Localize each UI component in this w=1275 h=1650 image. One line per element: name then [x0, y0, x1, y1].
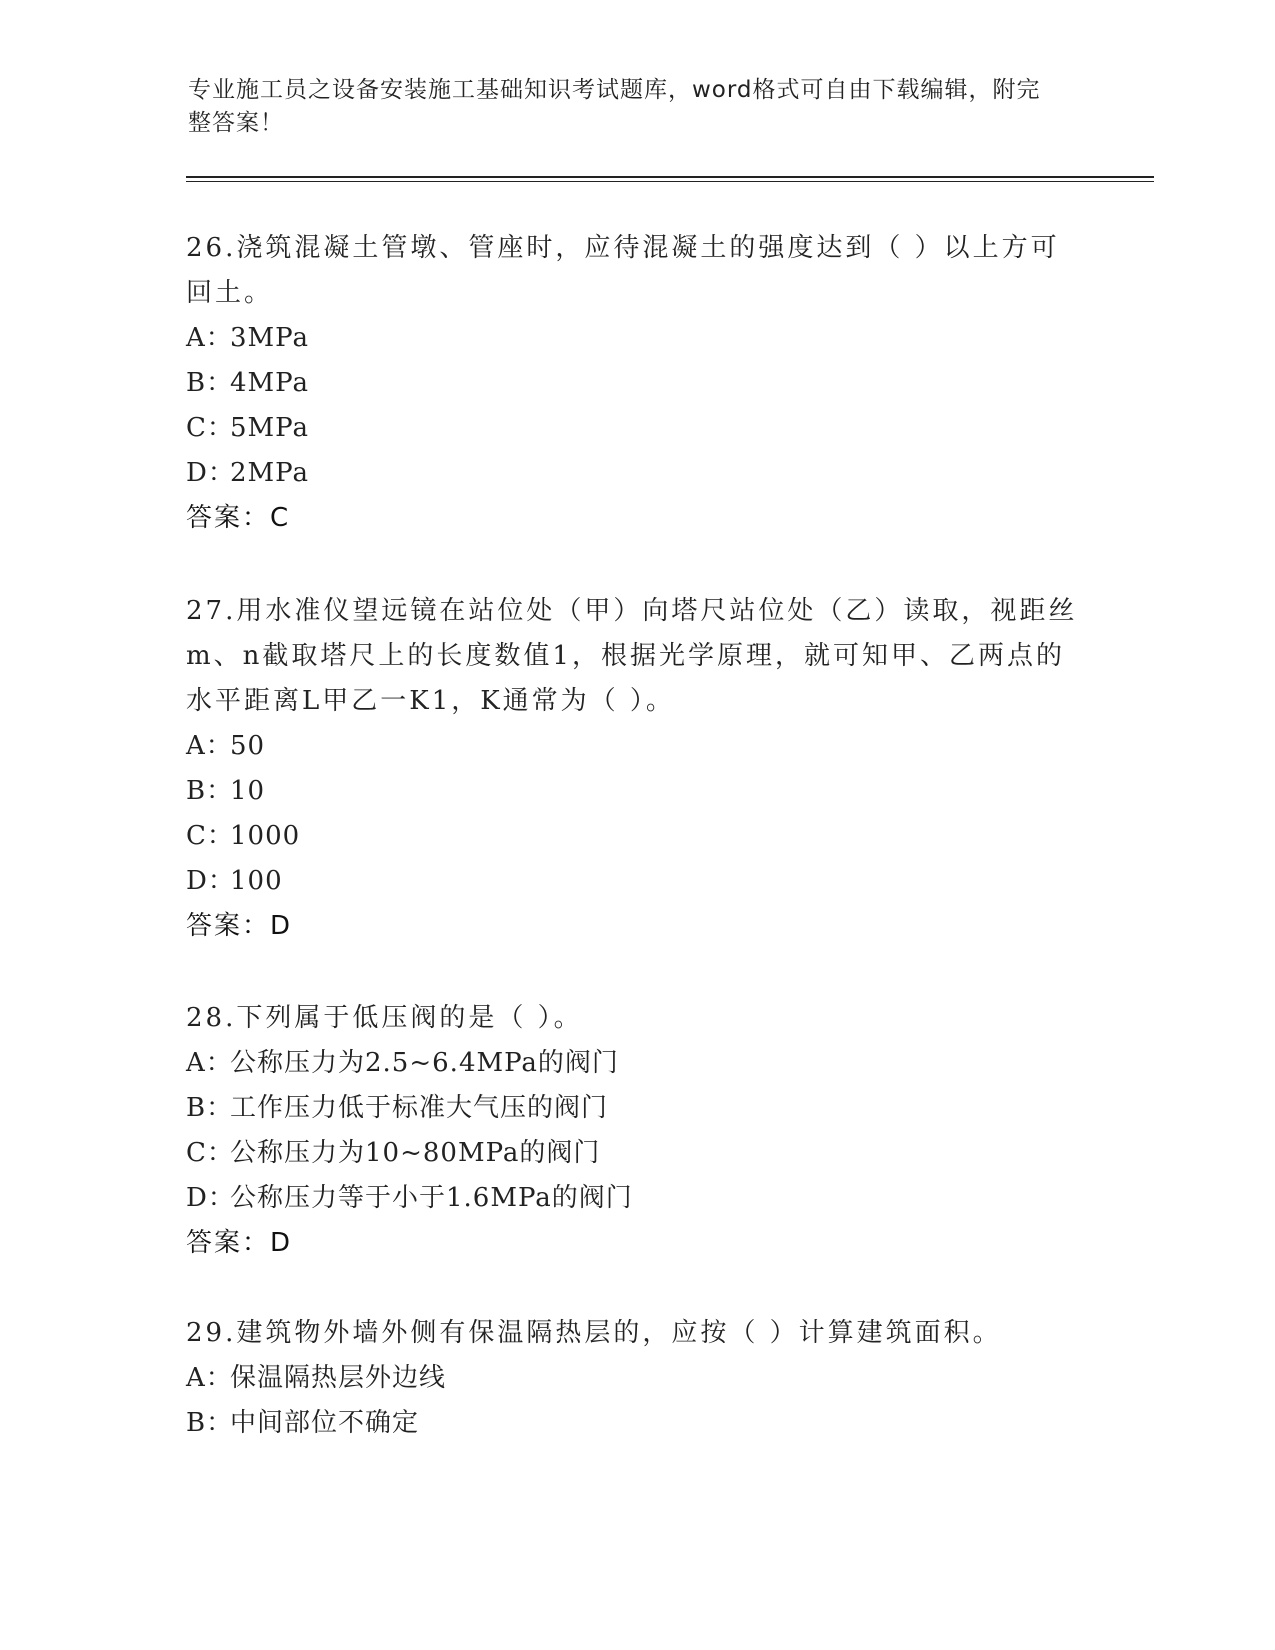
option-text: 100 [230, 866, 283, 896]
option-letter: A： [186, 1048, 233, 1078]
option-c [186, 1131, 1086, 1176]
option-text: 公称压力为10~80MPa的阀门 [230, 1138, 601, 1168]
answer-line: 答案：C [186, 503, 291, 533]
option-letter: A： [186, 1363, 233, 1393]
option-letter: C： [186, 413, 234, 443]
option-a [186, 724, 1086, 769]
option-b [186, 361, 1086, 406]
option-text: 工作压力低于标准大气压的阀门 [230, 1093, 609, 1123]
option-a [186, 316, 1086, 361]
option-text: 2MPa [230, 458, 309, 488]
option-b [186, 769, 1086, 814]
header-line: 整答案！ [188, 110, 284, 136]
option-letter: A： [186, 323, 233, 353]
question-27 [186, 589, 1086, 949]
option-text: 10 [230, 776, 266, 806]
option-letter: D： [186, 1183, 235, 1213]
answer-line: 答案：D [186, 911, 293, 941]
option-letter: B： [186, 1408, 234, 1438]
option-letter: D： [186, 458, 235, 488]
option-text: 中间部位不确定 [230, 1408, 420, 1438]
question-29 [186, 1311, 1086, 1446]
question-28 [186, 996, 1086, 1266]
question-26 [186, 226, 1086, 541]
option-text: 5MPa [230, 413, 309, 443]
header-divider [186, 176, 1154, 178]
option-text: 4MPa [230, 368, 309, 398]
option-c [186, 814, 1086, 859]
option-c [186, 406, 1086, 451]
question-stem: m、n截取塔尺上的长度数值1，根据光学原理，就可知甲、乙两点的 [186, 641, 1065, 671]
option-text: 保温隔热层外边线 [230, 1363, 447, 1393]
option-a [186, 1041, 1086, 1086]
option-letter: B： [186, 368, 234, 398]
question-stem: 回土。 [186, 278, 274, 308]
option-text: 公称压力等于小于1.6MPa的阀门 [230, 1183, 633, 1213]
option-letter: A： [186, 731, 233, 761]
option-d [186, 859, 1086, 904]
header-divider [186, 181, 1154, 182]
option-text: 3MPa [230, 323, 309, 353]
option-b [186, 1401, 1086, 1446]
header-line: 专业施工员之设备安装施工基础知识考试题库，word格式可自由下载编辑，附完 [188, 77, 1041, 103]
option-letter: B： [186, 1093, 234, 1123]
option-letter: B： [186, 776, 234, 806]
question-stem: 27.用水准仪望远镜在站位处（甲）向塔尺站位处（乙）读取，视距丝 [186, 596, 1078, 626]
option-text: 1000 [230, 821, 301, 851]
option-text: 50 [230, 731, 266, 761]
option-letter: C： [186, 821, 234, 851]
question-stem: 28.下列属于低压阀的是（ ）。 [186, 1003, 583, 1033]
option-d [186, 1176, 1086, 1221]
question-stem: 26.浇筑混凝土管墩、管座时，应待混凝土的强度达到（ ）以上方可 [186, 233, 1060, 263]
question-stem: 29.建筑物外墙外侧有保温隔热层的，应按（ ）计算建筑面积。 [186, 1318, 1002, 1348]
option-a [186, 1356, 1086, 1401]
document-header [188, 74, 1068, 140]
option-letter: D： [186, 866, 235, 896]
option-d [186, 451, 1086, 496]
option-b [186, 1086, 1086, 1131]
question-stem: 水平距离L甲乙一K1，K通常为（ ）。 [186, 686, 675, 716]
option-letter: C： [186, 1138, 234, 1168]
answer-line: 答案：D [186, 1228, 293, 1258]
option-text: 公称压力为2.5~6.4MPa的阀门 [230, 1048, 619, 1078]
